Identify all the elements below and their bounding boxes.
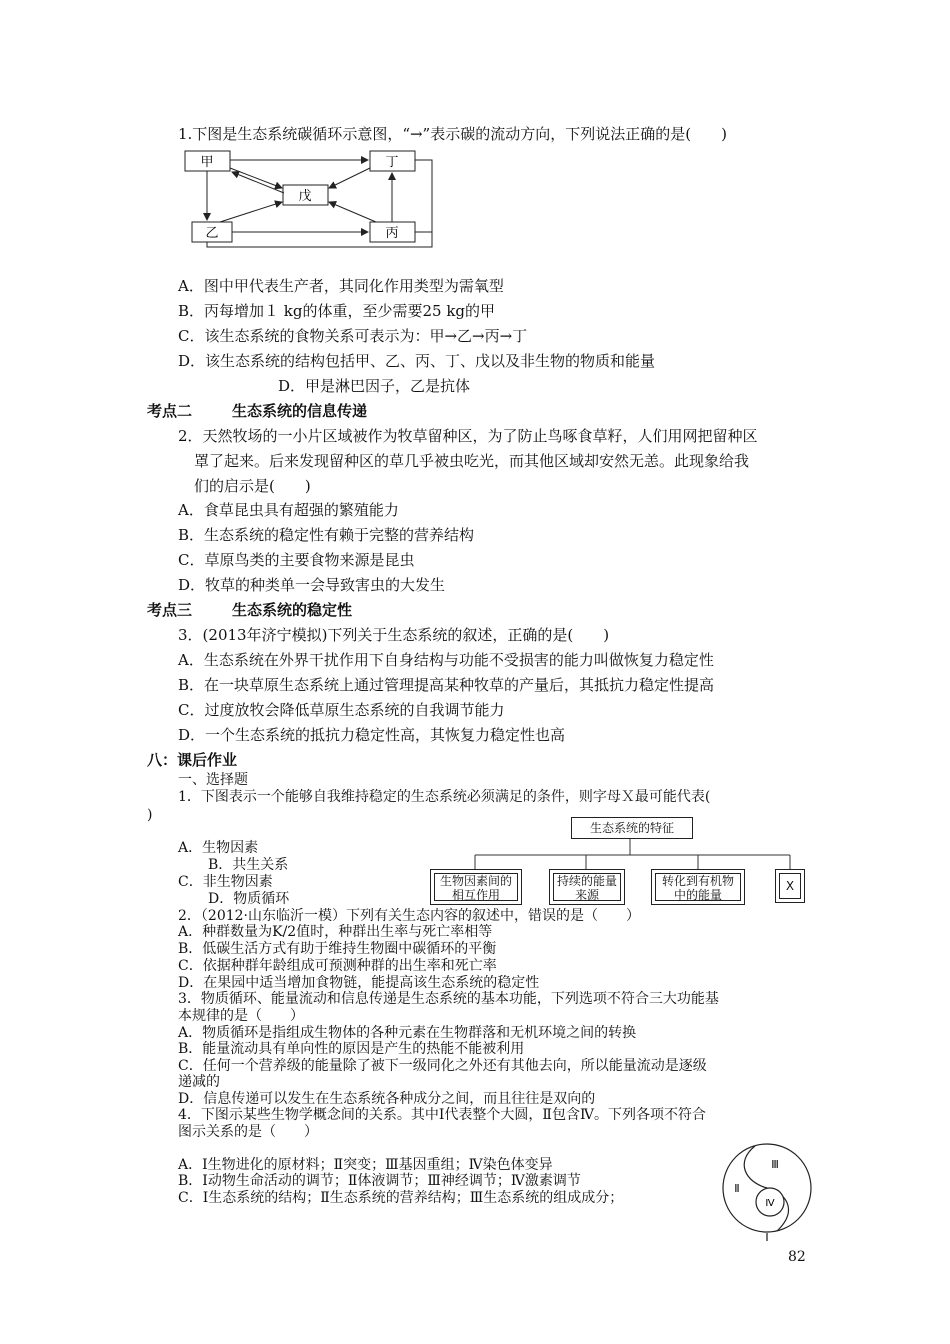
hq2-option-b: B．低碳生活方式有助于维持生物圈中碳循环的平衡 — [178, 941, 497, 957]
tree-child-2-label: 持续的能量来源 — [557, 874, 618, 902]
hq3-line2: 本规律的是（ ） — [178, 1008, 304, 1024]
carbon-cycle-diagram — [180, 148, 440, 252]
hq1-option-b: B．共生关系 — [208, 857, 289, 873]
page-number: 82 — [788, 1249, 806, 1265]
homework-subtitle: 一、选择题 — [178, 772, 248, 788]
hq1-option-a: A．生物因素 — [178, 840, 259, 856]
node-bing: 丙 — [385, 226, 399, 241]
label-iv: Ⅳ — [765, 1198, 775, 1209]
tree-child-1 — [430, 869, 522, 905]
hq1-line2: ) — [147, 807, 153, 823]
q2-line1: 2．天然牧场的一小片区域被作为牧草留种区，为了防止鸟啄食草籽，人们用网把留种区 — [178, 427, 758, 445]
hq3-option-c-cont: 递减的 — [178, 1074, 220, 1090]
q3-option-c: C．过度放牧会降低草原生态系统的自我调节能力 — [178, 701, 505, 719]
q2-line2: 罩了起来。后来发现留种区的草几乎被虫吃光，而其他区域却安然无恙。此现象给我 — [194, 452, 750, 470]
hq3-option-d: D．信息传递可以发生在生态系统各种成分之间，而且往往是双向的 — [178, 1091, 596, 1107]
section2-label: 考点二 — [147, 402, 193, 420]
section3-heading — [147, 600, 352, 620]
q1-option-d: D．该生态系统的结构包括甲、乙、丙、丁、戊以及非生物的物质和能量 — [178, 352, 656, 370]
hq1-option-d: D．物质循环 — [208, 891, 290, 907]
hq1-option-c: C．非生物因素 — [178, 874, 273, 890]
hq3-line1: 3．物质循环、能量流动和信息传递是生态系统的基本功能，下列选项不符合三大功能基 — [178, 991, 719, 1007]
tree-child-2 — [549, 869, 625, 905]
hq1-line1: 1．下图表示一个能够自我维持稳定的生态系统必须满足的条件，则字母Ｘ最可能代表( — [178, 789, 711, 805]
tree-child-1-label: 生物因素间的相互作用 — [439, 874, 512, 902]
homework-title: 八：课后作业 — [147, 751, 238, 769]
hq4-option-a: A．Ⅰ生物进化的原材料；Ⅱ突变；Ⅲ基因重组；Ⅳ染色体变异 — [178, 1157, 553, 1173]
concept-circle-diagram — [715, 1142, 825, 1242]
tree-child-3 — [651, 869, 745, 905]
node-yi: 乙 — [205, 226, 219, 241]
tree-child-3-label: 转化到有机物中的能量 — [661, 874, 734, 902]
hq2-stem: 2．（2012·山东临沂一模）下列有关生态内容的叙述中，错误的是（ ） — [178, 908, 640, 924]
hq3-option-b: B．能量流动具有单向性的原因是产生的热能不能被利用 — [178, 1041, 525, 1057]
q2-option-a: A．食草昆虫具有超强的繁殖能力 — [178, 501, 399, 519]
hq3-option-a: A．物质循环是指组成生物体的各种元素在生物群落和无机环境之间的转换 — [178, 1025, 637, 1041]
hq4-line2: 图示关系的是（ ） — [178, 1124, 318, 1140]
section2-title: 生态系统的信息传递 — [232, 402, 368, 420]
label-iii: Ⅲ — [771, 1158, 779, 1171]
label-ii: Ⅱ — [734, 1182, 740, 1195]
q1-option-a: A．图中甲代表生产者，其同化作用类型为需氧型 — [178, 277, 504, 295]
q3-option-d: D．一个生态系统的抵抗力稳定性高，其恢复力稳定性也高 — [178, 726, 566, 744]
q2-option-b: B．生态系统的稳定性有赖于完整的营养结构 — [178, 526, 475, 544]
hq3-option-c: C．任何一个营养级的能量除了被下一级同化之外还有其他去向，所以能量流动是逐级 — [178, 1058, 707, 1074]
hq4-option-b: B．Ⅰ动物生命活动的调节；Ⅱ体液调节；Ⅲ神经调节；Ⅳ激素调节 — [178, 1173, 581, 1189]
section3-title: 生态系统的稳定性 — [232, 601, 353, 619]
q2-line3: 们的启示是( ) — [194, 477, 311, 495]
section3-label: 考点三 — [147, 601, 193, 619]
node-ding: 丁 — [385, 155, 399, 170]
q1-option-b: B．丙每增加１ kg的体重，至少需要25 kg的甲 — [178, 302, 496, 320]
stray-option: D．甲是淋巴因子，乙是抗体 — [278, 377, 471, 395]
hq2-option-d: D．在果园中适当增加食物链，能提高该生态系统的稳定性 — [178, 975, 540, 991]
q2-option-c: C．草原鸟类的主要食物来源是昆虫 — [178, 551, 415, 569]
tree-child-x-label: X — [785, 879, 795, 893]
node-wu: 戊 — [298, 189, 312, 204]
section2-heading — [147, 401, 367, 421]
q2-option-d: D．牧草的种类单一会导致害虫的大发生 — [178, 576, 446, 594]
q3-option-a: A．生态系统在外界干扰作用下自身结构与功能不受损害的能力叫做恢复力稳定性 — [178, 651, 714, 669]
q3-option-b: B．在一块草原生态系统上通过管理提高某种牧草的产量后，其抵抗力稳定性提高 — [178, 676, 715, 694]
q3-stem: 3．(2013年济宁模拟)下列关于生态系统的叙述，正确的是( ) — [178, 626, 610, 644]
tree-root: 生态系统的特征 — [571, 817, 693, 839]
hq4-line1: 4．下图示某些生物学概念间的关系。其中Ⅰ代表整个大圆，Ⅱ包含Ⅳ。下列各项不符合 — [178, 1107, 706, 1123]
q1-stem: 1.下图是生态系统碳循环示意图，“→”表示碳的流动方向，下列说法正确的是( ) — [178, 125, 727, 143]
node-jia: 甲 — [200, 155, 214, 170]
hq2-option-a: A．种群数量为K/2值时，种群出生率与死亡率相等 — [178, 924, 493, 940]
hq4-option-c: C．Ⅰ生态系统的结构；Ⅱ生态系统的营养结构；Ⅲ生态系统的组成成分； — [178, 1190, 624, 1206]
label-i: Ⅰ — [765, 1231, 769, 1242]
hq2-option-c: C．依据种群年龄组成可预测种群的出生率和死亡率 — [178, 958, 497, 974]
tree-child-x — [775, 869, 805, 903]
q1-option-c: C．该生态系统的食物关系可表示为：甲→乙→丙→丁 — [178, 327, 528, 345]
